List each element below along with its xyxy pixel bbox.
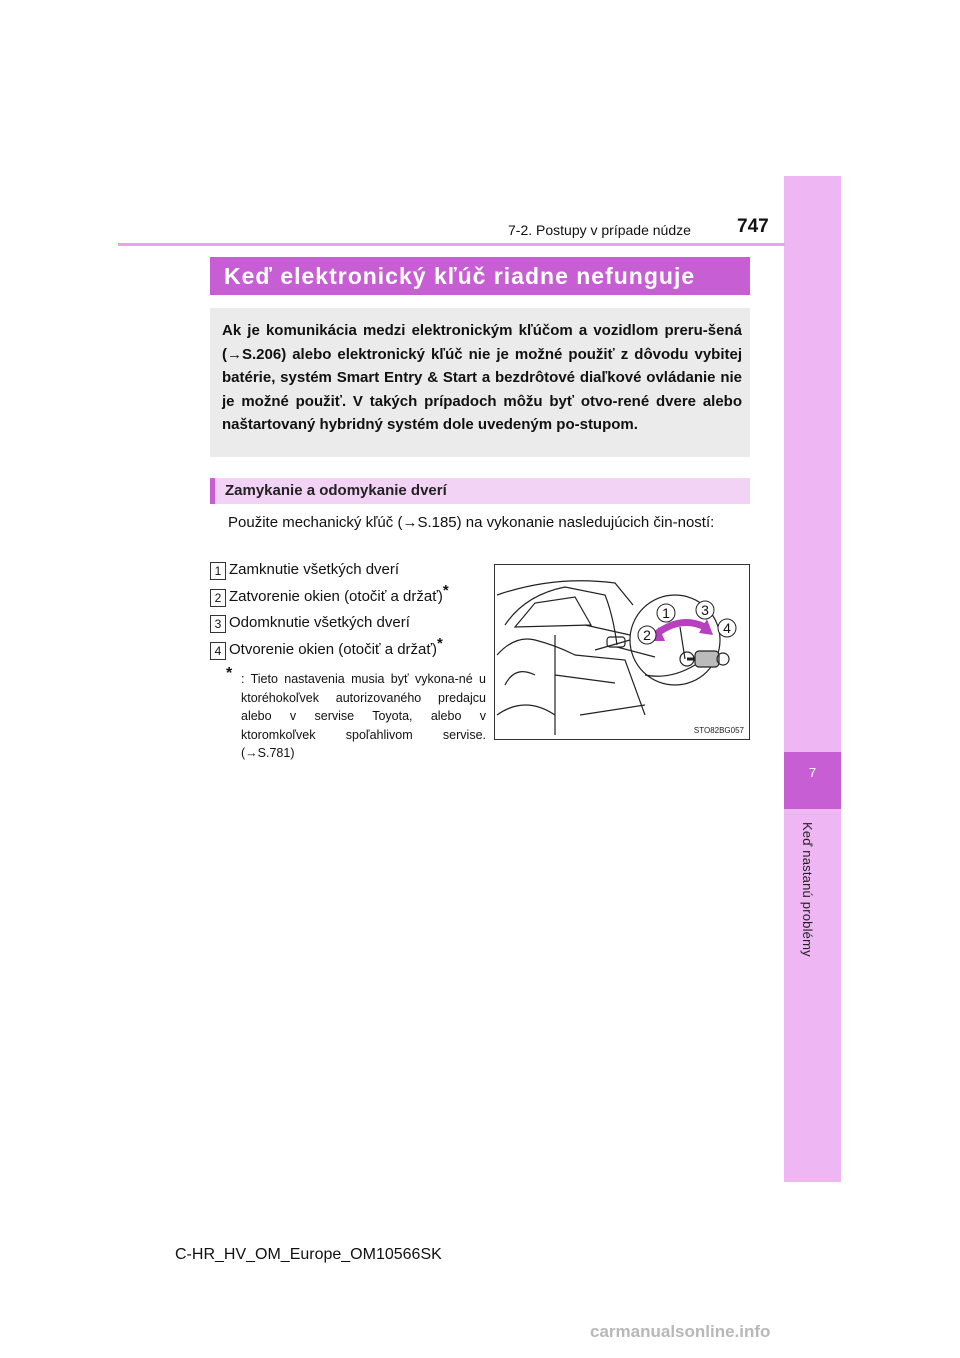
footnote-mark: *	[226, 665, 233, 682]
figure-label-3: 3	[701, 602, 709, 618]
subsection-bar	[210, 478, 750, 504]
step-text: Zatvorenie okien (otočiť a držať)*	[229, 582, 449, 605]
step-text: Odomknutie všetkých dverí	[229, 614, 410, 631]
intro-box	[210, 308, 750, 457]
chapter-number: 7	[808, 765, 817, 780]
section-reference: 7-2. Postupy v prípade núdze	[508, 222, 691, 238]
figure-code: STO82BG057	[693, 726, 744, 735]
document-code-footer: C-HR_HV_OM_Europe_OM10566SK	[175, 1246, 442, 1263]
step-text: Otvorenie okien (otočiť a držať)*	[229, 635, 443, 658]
chapter-side-tab	[784, 176, 841, 1182]
step-number-badge: 1	[210, 562, 226, 580]
footnote-text: : Tieto nastavenia musia byť vykona-né u ktoréhokoľvek autorizovaného predajcu alebo v servise Toyota, alebo v ktoromkoľvek spoľahlivom servise. (→S.781)	[241, 672, 486, 760]
car-door-key-drawing	[495, 565, 750, 740]
subsection-body: Použite mechanický kľúč (→S.185) na vykonanie nasledujúcich čin-ností:	[228, 514, 715, 531]
step-number-badge: 4	[210, 642, 226, 660]
step-text: Zamknutie všetkých dverí	[229, 561, 400, 578]
intro-text: Ak je komunikácia medzi elektronickým kľúčom a vozidlom preru-šená (→S.206) alebo elektronický kľúč nie je možné použiť z dôvodu vybitej batérie, systém Smart Entry & Start a bezdrôtové diaľkové ovládanie nie je možné použiť. V takých prípadoch môžu byť otvo-rené dvere alebo naštartovaný hybridný systém dole uvedeným po-stupom.	[222, 322, 742, 433]
title-bar	[210, 257, 750, 295]
figure-label-4: 4	[723, 620, 731, 636]
chapter-number-tab	[784, 752, 841, 809]
key-lock-illustration	[494, 564, 750, 740]
page-number: 747	[737, 216, 769, 237]
header-divider	[118, 243, 785, 246]
figure-label-1: 1	[662, 605, 670, 621]
step-number-badge: 3	[210, 615, 226, 633]
chapter-label: Keď nastanú problémy	[800, 822, 815, 957]
subsection-title: Zamykanie a odomykanie dverí	[225, 482, 447, 499]
page-title: Keď elektronický kľúč riadne nefunguje	[224, 263, 696, 289]
step-number-badge: 2	[210, 589, 226, 607]
watermark: carmanualsonline.info	[590, 1322, 771, 1341]
figure-label-2: 2	[643, 627, 651, 643]
